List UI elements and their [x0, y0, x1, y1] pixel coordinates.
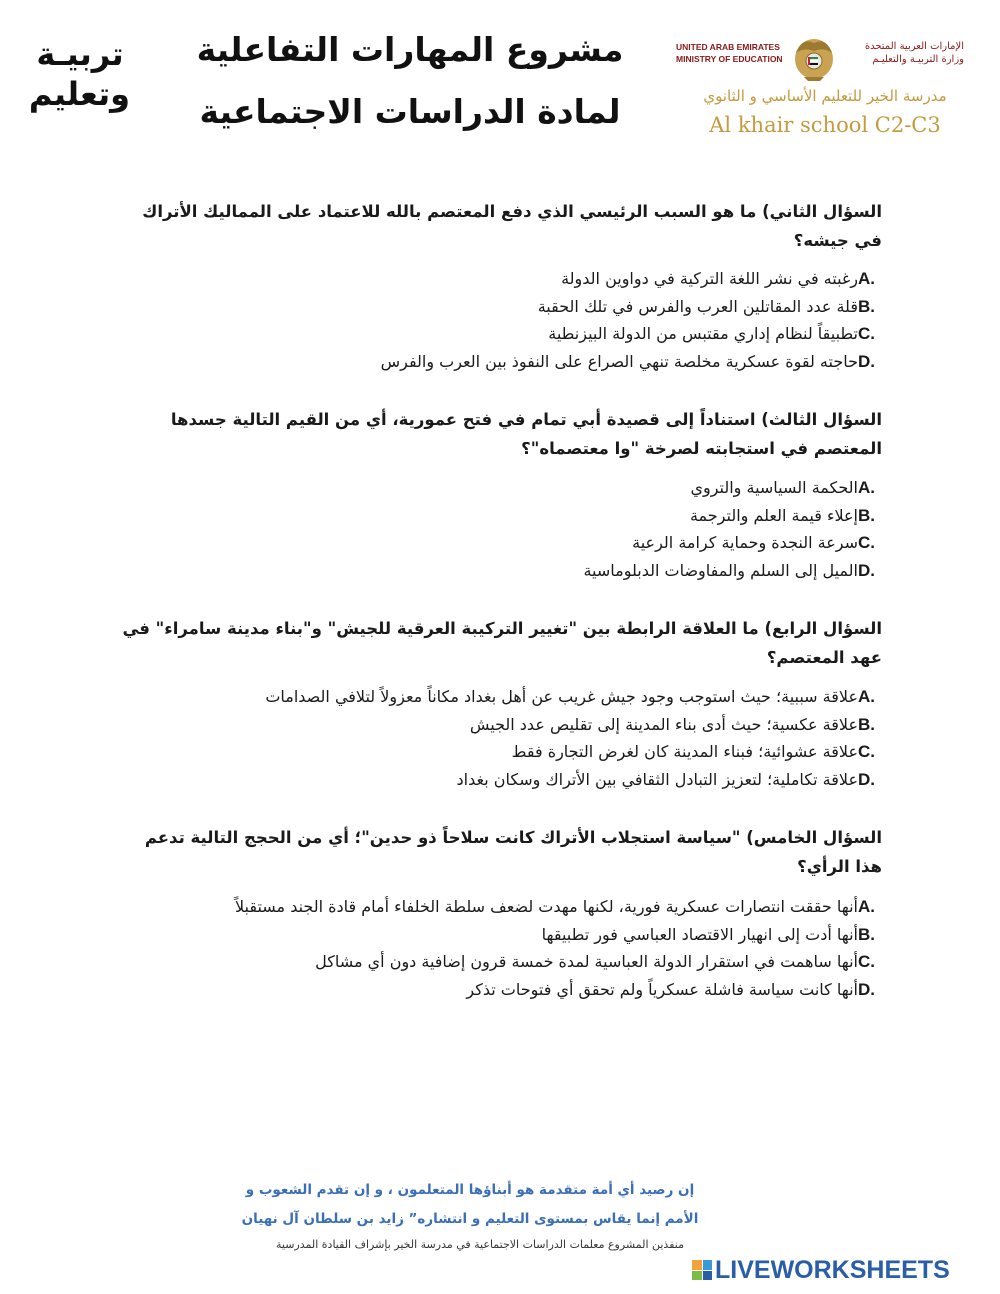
answer-option[interactable] [122, 348, 882, 376]
page-title-line1: مشروع المهارات التفاعلية [196, 30, 624, 69]
option-text: تطبيقاً لنظام إداري مقتبس من الدولة البيزنطية [548, 324, 858, 343]
option-text: أنها أدت إلى انهيار الاقتصاد العباسي فور تطبيقها [541, 924, 858, 944]
tarbiya-taaleem-logo [30, 34, 130, 114]
option-letter: A. [858, 269, 875, 288]
ministry-en-line2: MINISTRY OF EDUCATION [676, 54, 783, 64]
answer-options [122, 683, 882, 793]
answer-options [122, 893, 882, 1003]
option-letter: A. [858, 687, 875, 706]
liveworksheets-logo[interactable] [692, 1256, 992, 1284]
option-letter: C. [858, 324, 875, 343]
answer-option[interactable] [122, 738, 882, 766]
option-text: إعلاء قيمة العلم والترجمة [689, 505, 858, 525]
answer-option[interactable] [122, 557, 882, 585]
answer-option[interactable] [122, 293, 882, 321]
option-letter: C. [858, 533, 875, 552]
question-text: السؤال الخامس) "سياسة استجلاب الأتراك كانت سلاحاً ذو حدين"؛ أي من الحجج التالية تدعم هذا الرأي؟ [144, 828, 882, 876]
option-text: رغبته في نشر اللغة التركية في دواوين الدولة [561, 269, 858, 288]
ministry-name-en [676, 41, 783, 65]
option-text: علاقة عكسية؛ حيث أدى بناء المدينة إلى تقليص عدد الجيش [469, 714, 858, 734]
liveworksheets-icon [692, 1260, 712, 1280]
answer-option[interactable] [122, 529, 882, 557]
ministry-ar-line2: وزارة التربيـة والتعليـم [872, 54, 964, 65]
option-letter: B. [858, 505, 875, 525]
option-text: حاجته لقوة عسكرية مخلصة تنهي الصراع على النفوذ بين العرب والفرس [380, 351, 858, 371]
ministry-en-line1: UNITED ARAB EMIRATES [676, 42, 780, 52]
ministry-name-ar [844, 40, 964, 66]
option-text: علاقة تكاملية؛ لتعزيز التبادل الثقافي بين الأتراك وسكان بغداد [456, 769, 858, 789]
option-text: أنها حققت انتصارات عسكرية فورية، لكنها مهدت لضعف سلطة الخلفاء أمام قادة الجند مستقبلاً [234, 897, 858, 916]
footer-quote-line1: إن رصيد أي أمة متقدمة هو أبناؤها المتعلمون ، و إن تقدم الشعوب و [245, 1182, 695, 1198]
page-title-line2: لمادة الدراسات الاجتماعية [199, 92, 621, 131]
answer-option[interactable] [122, 683, 882, 711]
liveworksheets-wordmark: LIVEWORKSHEETS [715, 1255, 950, 1284]
ministry-ar-line1: الإمارات العربية المتحدة [864, 41, 964, 52]
answer-option[interactable] [122, 320, 882, 348]
answer-option[interactable] [122, 502, 882, 530]
footer-executors: منفذين المشروع معلمات الدراسات الاجتماعية في مدرسة الخير بإشراف القيادة المدرسية [276, 1238, 684, 1251]
brand-logo-line1: تربيـة [36, 35, 124, 73]
question-text: السؤال الثالث) استناداً إلى قصيدة أبي تمام في فتح عمورية، أي من القيم التالية جسدها المعتصم في استجابته لصرخة "وا معتصماه"؟ [170, 410, 882, 458]
option-text: سرعة النجدة وحماية كرامة الرعية [632, 533, 858, 552]
option-text: علاقة سببية؛ حيث استوجب وجود جيش غريب عن أهل بغداد مكاناً معزولاً لتلافي الصدامات [265, 687, 858, 706]
answer-option[interactable] [122, 265, 882, 293]
option-letter: D. [858, 560, 875, 580]
school-name-ar: مدرسة الخير للتعليم الأساسي و الثانوي [703, 87, 947, 105]
option-letter: D. [858, 351, 875, 371]
brand-logo-line2: وتعليم [28, 75, 130, 113]
footer-quote-line2: الأمم إنما يقاس بمستوى التعليم و انتشاره” زايد بن سلطان آل نهيان [241, 1211, 699, 1227]
answer-option[interactable] [122, 474, 882, 502]
option-text: الميل إلى السلم والمفاوضات الدبلوماسية [583, 560, 858, 580]
option-text: الحكمة السياسية والتروي [690, 478, 858, 497]
option-text: علاقة عشوائية؛ فبناء المدينة كان لغرض التجارة فقط [511, 742, 858, 761]
question-text: السؤال الرابع) ما العلاقة الرابطة بين "تغيير التركيبة العرقية للجيش" و"بناء مدينة سامراء" في عهد المعتصم؟ [122, 619, 882, 667]
answer-option[interactable] [122, 766, 882, 794]
option-letter: C. [858, 952, 875, 971]
option-letter: C. [858, 742, 875, 761]
answer-option[interactable] [122, 921, 882, 949]
answer-options [122, 265, 882, 375]
answer-option[interactable] [122, 711, 882, 739]
option-letter: B. [858, 714, 875, 734]
option-letter: B. [858, 296, 875, 316]
option-letter: D. [858, 769, 875, 789]
option-letter: B. [858, 924, 875, 944]
answer-option[interactable] [122, 948, 882, 976]
option-letter: A. [858, 897, 875, 916]
answer-option[interactable] [122, 893, 882, 921]
uae-emblem-icon [790, 33, 838, 83]
question-text: السؤال الثاني) ما هو السبب الرئيسي الذي دفع المعتصم بالله للاعتماد على المماليك الأتراك في جيشه؟ [142, 202, 882, 250]
option-text: أنها ساهمت في استقرار الدولة العباسية لمدة خمسة قرون إضافية دون أي مشاكل [315, 952, 858, 971]
answer-option[interactable] [122, 976, 882, 1004]
option-text: قلة عدد المقاتلين العرب والفرس في تلك الحقبة [537, 296, 858, 316]
option-letter: D. [858, 979, 875, 999]
option-letter: A. [858, 478, 875, 497]
option-text: أنها كانت سياسة فاشلة عسكرياً ولم تحقق أي فتوحات تذكر [466, 979, 858, 999]
school-name-en: Al khair school C2-C3 [709, 113, 941, 137]
answer-options [122, 474, 882, 584]
